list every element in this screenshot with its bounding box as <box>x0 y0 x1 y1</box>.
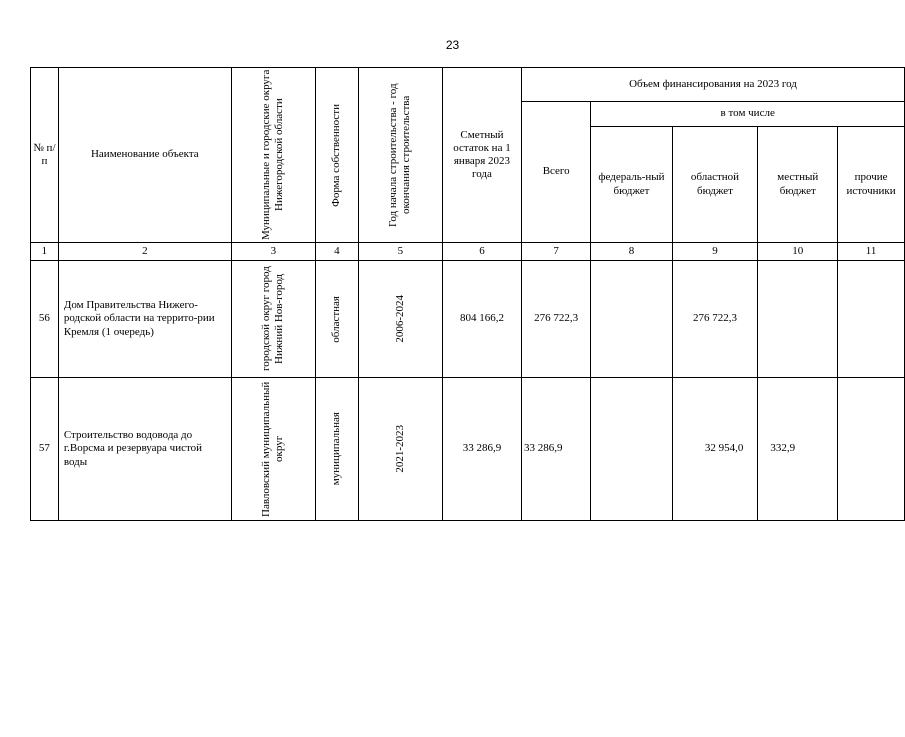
row-num: 57 <box>31 378 59 521</box>
row-other <box>838 378 905 521</box>
row-total: 33 286,9 <box>521 378 590 521</box>
header-funding-group: Объем финансирования на 2023 год <box>521 68 904 102</box>
row-regional: 32 954,0 <box>672 378 758 521</box>
page-number: 23 <box>445 38 460 52</box>
column-number: 5 <box>358 243 442 261</box>
column-number: 11 <box>838 243 905 261</box>
table-row <box>31 378 905 521</box>
row-name: Дом Правительства Нижего-родской области на террито-рии Кремля (1 очередь) <box>58 261 231 378</box>
column-number: 4 <box>315 243 358 261</box>
row-name: Строительство водовода до г.Ворсма и резервуара чистой воды <box>58 378 231 521</box>
row-local: 332,9 <box>758 378 838 521</box>
row-regional: 276 722,3 <box>672 261 758 378</box>
row-years: 2006-2024 <box>358 261 442 378</box>
header-name: Наименование объекта <box>58 68 231 243</box>
header-including: в том числе <box>591 102 905 127</box>
column-number: 1 <box>31 243 59 261</box>
row-district: Павловский муниципальный округ <box>231 378 315 521</box>
header-regional: областной бюджет <box>672 127 758 243</box>
row-ownership: муниципальная <box>315 378 358 521</box>
column-number: 2 <box>58 243 231 261</box>
row-estimate: 804 166,2 <box>442 261 521 378</box>
header-other: прочие источники <box>838 127 905 243</box>
row-estimate: 33 286,9 <box>442 378 521 521</box>
row-federal <box>591 378 672 521</box>
column-number: 10 <box>758 243 838 261</box>
header-federal: федераль-ный бюджет <box>591 127 672 243</box>
financing-table <box>30 67 905 521</box>
header-ownership: Форма собственности <box>315 68 358 243</box>
header-local: местный бюджет <box>758 127 838 243</box>
header-district: Муниципальные и городские округа Нижегородской области <box>231 68 315 243</box>
column-number: 3 <box>231 243 315 261</box>
row-federal <box>591 261 672 378</box>
row-local <box>758 261 838 378</box>
column-number: 7 <box>521 243 590 261</box>
header-years: Год начала строительства - год окончания строительства <box>358 68 442 243</box>
table-row <box>31 261 905 378</box>
header-num: № п/п <box>31 68 59 243</box>
header-total: Всего <box>521 102 590 243</box>
row-other <box>838 261 905 378</box>
row-district: городской округ город Нижний Нов-город <box>231 261 315 378</box>
column-number-row <box>31 243 905 261</box>
column-number: 6 <box>442 243 521 261</box>
row-num: 56 <box>31 261 59 378</box>
column-number: 8 <box>591 243 672 261</box>
column-number: 9 <box>672 243 758 261</box>
row-ownership: областная <box>315 261 358 378</box>
header-estimate: Сметный остаток на 1 января 2023 года <box>442 68 521 243</box>
row-total: 276 722,3 <box>521 261 590 378</box>
row-years: 2021-2023 <box>358 378 442 521</box>
